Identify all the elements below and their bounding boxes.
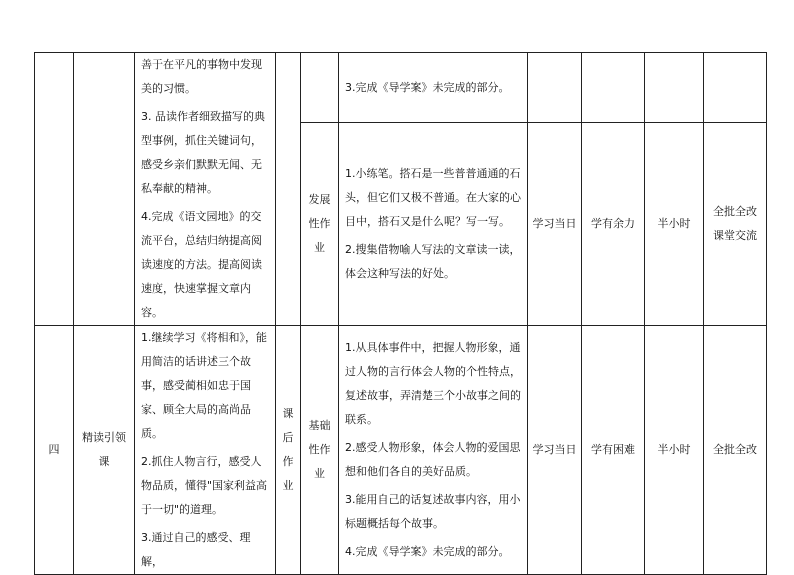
task-text: 2.感受人物形象，体会人物的爱国思想和他们各自的美好品质。 bbox=[345, 441, 521, 478]
goals-cell bbox=[135, 326, 276, 575]
time-cell-empty bbox=[528, 53, 582, 123]
goal-text: 3.通过自己的感受、理解， bbox=[141, 531, 251, 568]
time-cell: 学习当日 bbox=[528, 123, 582, 326]
lesson-type-cell-empty bbox=[74, 53, 135, 326]
task-type-cell: 基础 性作 业 bbox=[301, 326, 339, 575]
category-cell: 课 后 作 业 bbox=[276, 326, 301, 575]
table-row bbox=[35, 53, 767, 123]
homework-plan-table bbox=[34, 52, 767, 575]
grading-cell: 全批全改 bbox=[704, 326, 767, 575]
level-cell: 学有余力 bbox=[582, 123, 645, 326]
week-cell: 四 bbox=[35, 326, 74, 575]
week-cell-empty bbox=[35, 53, 74, 326]
task-text: 3.完成《导学案》未完成的部分。 bbox=[345, 80, 510, 94]
duration-cell: 半小时 bbox=[645, 123, 704, 326]
level-cell-empty bbox=[582, 53, 645, 123]
goal-text: 4.完成《语文园地》的交流平台，总结归纳提高阅读速度的方法。提高阅读速度，快速掌握文章内容。 bbox=[141, 210, 262, 319]
goal-text: 1.继续学习《将相和》，能用简洁的话讲述三个故事，感受蔺相如忠于国家、顾全大局的高尚品质。 bbox=[141, 331, 267, 440]
table-row bbox=[35, 326, 767, 575]
grading-cell: 全批全改 课堂交流 bbox=[704, 123, 767, 326]
grading-cell-empty bbox=[704, 53, 767, 123]
dev-tasks-cell bbox=[339, 123, 528, 326]
task-text: 4.完成《导学案》未完成的部分。 bbox=[345, 545, 510, 558]
task-text: 1.从具体事件中，把握人物形象，通过人物的言行体会人物的个性特点，复述故事，弄清楚三个小故事之间的联系。 bbox=[345, 341, 521, 426]
task-text: 2.搜集借物喻人写法的文章读一读，体会这种写法的好处。 bbox=[345, 243, 521, 281]
lesson-type-cell: 精读引领 课 bbox=[74, 326, 135, 575]
task-type-cell-empty bbox=[301, 53, 339, 123]
goal-text: 3. 品读作者细致描写的典型事例，抓住关键词句，感受乡亲们默默无闻、无私奉献的精神。 bbox=[141, 110, 265, 195]
task-text: 1.小练笔。搭石是一些普普通通的石头，但它们又极不普通。在大家的心目中，搭石又是什么呢？写一写。 bbox=[345, 167, 521, 229]
level-cell: 学有困难 bbox=[582, 326, 645, 575]
dev-task-type-cell: 发展 性作 业 bbox=[301, 123, 339, 326]
goal-text: 善于在平凡的事物中发现美的习惯。 bbox=[141, 58, 262, 95]
duration-cell: 半小时 bbox=[645, 326, 704, 575]
goals-cell bbox=[135, 53, 276, 326]
duration-cell-empty bbox=[645, 53, 704, 123]
basic-tasks-cell bbox=[339, 326, 528, 575]
basic-task-cell bbox=[339, 53, 528, 123]
task-text: 3.能用自己的话复述故事内容，用小标题概括每个故事。 bbox=[345, 493, 521, 530]
time-cell: 学习当日 bbox=[528, 326, 582, 575]
category-cell-empty bbox=[276, 53, 301, 326]
goal-text: 2.抓住人物言行，感受人物品质，懂得"国家利益高于一切"的道理。 bbox=[141, 455, 268, 516]
